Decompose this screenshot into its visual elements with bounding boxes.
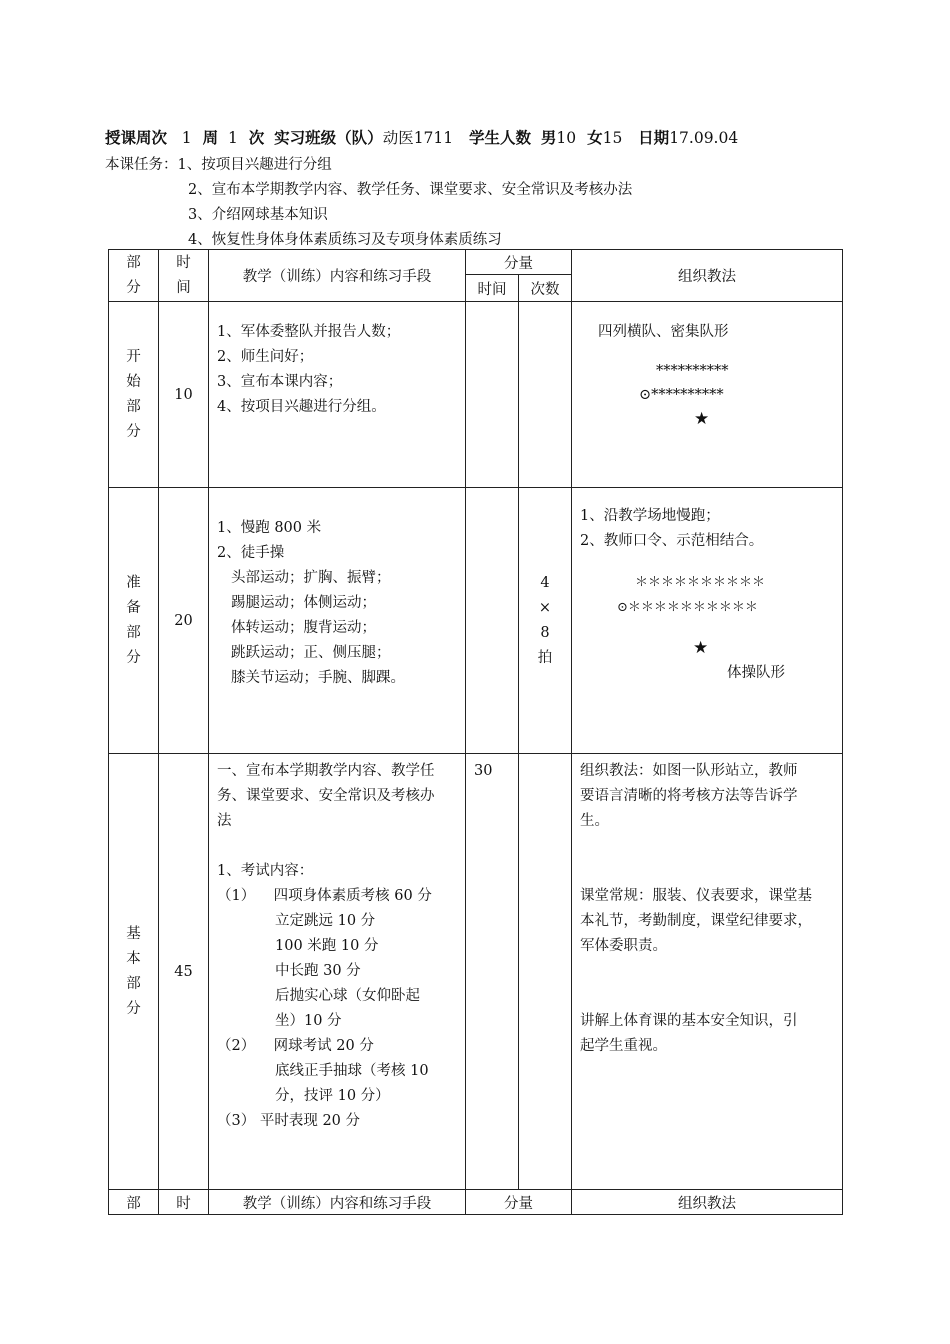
session-unit: 次	[248, 129, 265, 147]
task-item: 4、恢复性身体身体素质练习及专项身体素质练习	[188, 232, 502, 248]
footer-part: 部	[109, 1190, 159, 1215]
section-time: 10	[159, 302, 209, 488]
section-content: 一、宣布本学期教学内容、教学任 务、课堂要求、安全常识及考核办 法 1、考试内容： （1） 四项身体素质考核 60 分 立定跳远 10 分 100 米跑 10 分 中长跑 30 分 后抛实心球（女仰卧起 坐）10 分 （2） 网球考试 20 分 底线正手抽球（考核 10 分，技评 10 分） （3） 平时表现 20 分	[209, 754, 466, 1190]
class-label: 实习班级（队）	[274, 129, 383, 147]
date-label: 日期	[638, 129, 670, 147]
session-value: 1	[227, 129, 238, 147]
section-amount-count	[519, 302, 572, 488]
section-org	[572, 302, 843, 488]
section-amount-count: 4 × 8 拍	[519, 488, 572, 754]
section-time: 20	[159, 488, 209, 754]
section-basic-row	[109, 754, 843, 1190]
section-amount-time	[466, 488, 519, 754]
week-value: 1	[181, 129, 192, 147]
formation-row: ＊＊＊＊＊＊＊＊＊＊	[635, 575, 766, 590]
task-item: 1、按项目兴趣进行分组	[177, 157, 332, 173]
section-org: 组织教法：如图一队形站立，教师 要语言清晰的将考核方法等告诉学 生。 课堂常规：服装、仪表要求，课堂基 本礼节，考勤制度，课堂纪律要求， 军体委职责。 讲解上体育课的基本安全知识，引 起学生重视。	[572, 754, 843, 1190]
section-start-row	[109, 302, 843, 488]
week-unit: 周	[202, 129, 219, 147]
section-amount-time	[466, 302, 519, 488]
formation-caption: 体操队形	[727, 665, 785, 681]
header-content: 教学（训练）内容和练习手段	[209, 250, 466, 302]
formation-row: **********	[656, 363, 729, 379]
task-item: 3、介绍网球基本知识	[188, 207, 328, 223]
header-org: 组织教法	[572, 250, 843, 302]
task-row-1	[105, 153, 332, 174]
date-value: 17.09.04	[669, 129, 739, 147]
section-amount-count	[519, 754, 572, 1190]
header-amount-time: 时间	[466, 275, 519, 302]
male-label: 男	[540, 129, 557, 147]
female-value: 15	[602, 129, 623, 147]
table-header-row	[109, 250, 843, 275]
header-time: 时 间	[159, 250, 209, 302]
section-prep-row	[109, 488, 843, 754]
male-value: 10	[556, 129, 577, 147]
footer-amount: 分量	[466, 1190, 572, 1215]
teacher-star-icon: ★	[693, 638, 709, 658]
lesson-header	[105, 126, 850, 148]
table-footer-row	[109, 1190, 843, 1215]
footer-org: 组织教法	[572, 1190, 843, 1215]
section-time: 45	[159, 754, 209, 1190]
header-amount-count: 次数	[519, 275, 572, 302]
section-amount-time: 30	[466, 754, 519, 1190]
lesson-plan-table	[108, 249, 843, 1215]
org-line: 1、沿教学场地慢跑；	[580, 508, 720, 524]
footer-time: 时	[159, 1190, 209, 1215]
section-org	[572, 488, 843, 754]
week-label: 授课周次	[105, 129, 168, 147]
section-content: 1、慢跑 800 米 2、徒手操 头部运动；扩胸、振臂； 踢腿运动；体侧运动； 体转运动；腹背运动； 跳跃运动；正、侧压腿； 膝关节运动；手腕、脚踝。	[209, 488, 466, 754]
section-part: 基 本 部 分	[109, 754, 159, 1190]
female-label: 女	[587, 129, 603, 147]
formation-title: 四列横队、密集队形	[598, 324, 729, 340]
org-line: 2、教师口令、示范相结合。	[580, 533, 764, 549]
section-part: 开 始 部 分	[109, 302, 159, 488]
formation-row: ⊙＊＊＊＊＊＊＊＊＊＊	[617, 600, 758, 615]
formation-row: ⊙**********	[639, 387, 724, 403]
tasks-label: 本课任务：	[105, 157, 178, 173]
task-item: 2、宣布本学期教学内容、教学任务、课堂要求、安全常识及考核办法	[188, 182, 633, 198]
section-content: 1、军体委整队并报告人数； 2、师生问好； 3、宣布本课内容； 4、按项目兴趣进行分组。	[209, 302, 466, 488]
students-label: 学生人数	[469, 129, 532, 147]
footer-content: 教学（训练）内容和练习手段	[209, 1190, 466, 1215]
section-part: 准 备 部 分	[109, 488, 159, 754]
teacher-star-icon: ★	[694, 409, 710, 429]
header-part: 部 分	[109, 250, 159, 302]
header-amount: 分量	[466, 250, 572, 275]
class-value: 动医1711	[382, 129, 454, 147]
